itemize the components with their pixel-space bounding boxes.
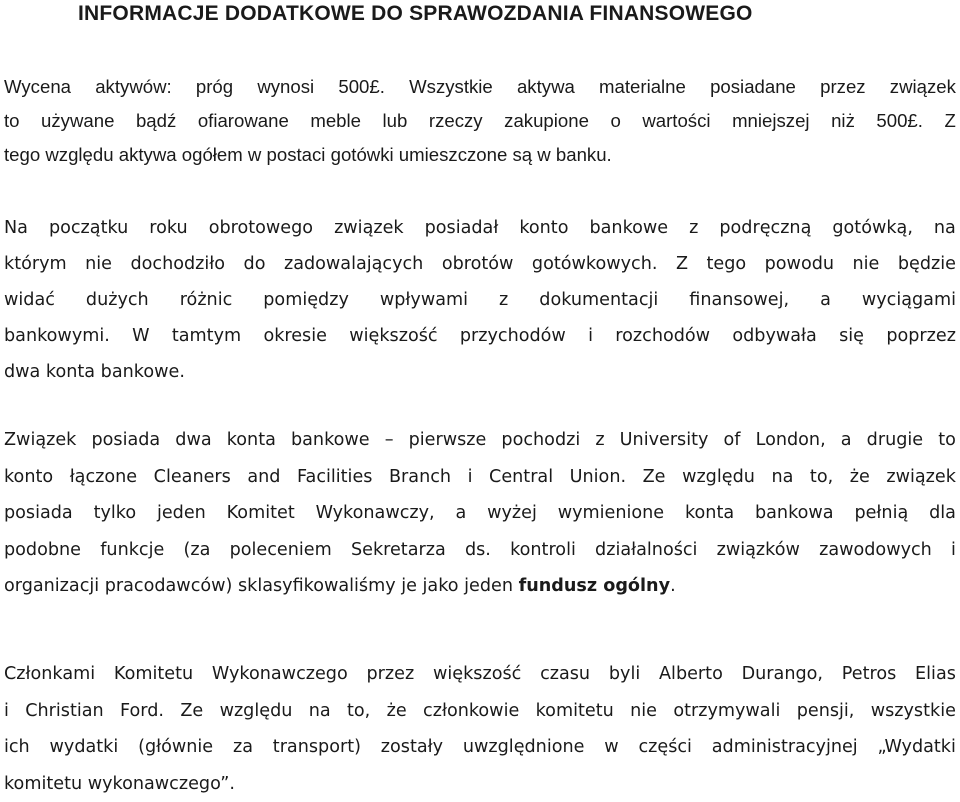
- paragraph-line: tego względu aktywa ogółem w postaci gotówki umieszczone są w banku.: [4, 138, 956, 172]
- paragraph-line: którym nie dochodziło do zadowalających obrotów gotówkowych. Z tego powodu nie będzie: [4, 246, 956, 282]
- paragraph-line: i Christian Ford. Ze względu na to, że członkowie komitetu nie otrzymywali pensji, wszystkie: [4, 693, 956, 730]
- paragraph-committee-members: [4, 656, 956, 802]
- paragraph-line: widać dużych różnic pomiędzy wpływami z dokumentacji finansowej, a wyciągami: [4, 282, 956, 318]
- paragraph-line: posiada tylko jeden Komitet Wykonawczy, a wyżej wymienione konta bankowa pełnią dla: [4, 495, 956, 532]
- document-title: INFORMACJE DODATKOWE DO SPRAWOZDANIA FINANSOWEGO: [78, 0, 753, 28]
- paragraph-line: podobne funkcje (za poleceniem Sekretarza ds. kontroli działalności związków zawodowych i: [4, 532, 956, 569]
- paragraph-two-accounts: [4, 422, 956, 605]
- paragraph-line: komitetu wykonawczego”.: [4, 766, 956, 802]
- paragraph-line: Na początku roku obrotowego związek posiadał konto bankowe z podręczną gotówką, na: [4, 210, 956, 246]
- paragraph-text: .: [670, 576, 676, 596]
- paragraph-line: Wycena aktywów: próg wynosi 500£. Wszystkie aktywa materialne posiadane przez związek: [4, 70, 956, 104]
- general-fund-term: fundusz ogólny: [519, 576, 670, 596]
- paragraph-line: Członkami Komitetu Wykonawczego przez większość czasu byli Alberto Durango, Petros Elias: [4, 656, 956, 693]
- paragraph-line: ich wydatki (głównie za transport) zostały uwzględnione w części administracyjnej „Wydatki: [4, 729, 956, 766]
- paragraph-last-line: [4, 568, 956, 605]
- paragraph-line: bankowymi. W tamtym okresie większość przychodów i rozchodów odbywała się poprzez: [4, 318, 956, 354]
- paragraph-line: to używane bądź ofiarowane meble lub rzeczy zakupione o wartości mniejszej niż 500£. Z: [4, 104, 956, 138]
- paragraph-line: dwa konta bankowe.: [4, 354, 956, 390]
- paragraph-asset-valuation: [4, 70, 956, 172]
- paragraph-bank-account: [4, 210, 956, 390]
- paragraph-text: organizacji pracodawców) sklasyfikowaliśmy je jako jeden: [4, 576, 519, 596]
- paragraph-line: konto łączone Cleaners and Facilities Branch i Central Union. Ze względu na to, że związek: [4, 459, 956, 496]
- paragraph-line: Związek posiada dwa konta bankowe – pierwsze pochodzi z University of London, a drugie to: [4, 422, 956, 459]
